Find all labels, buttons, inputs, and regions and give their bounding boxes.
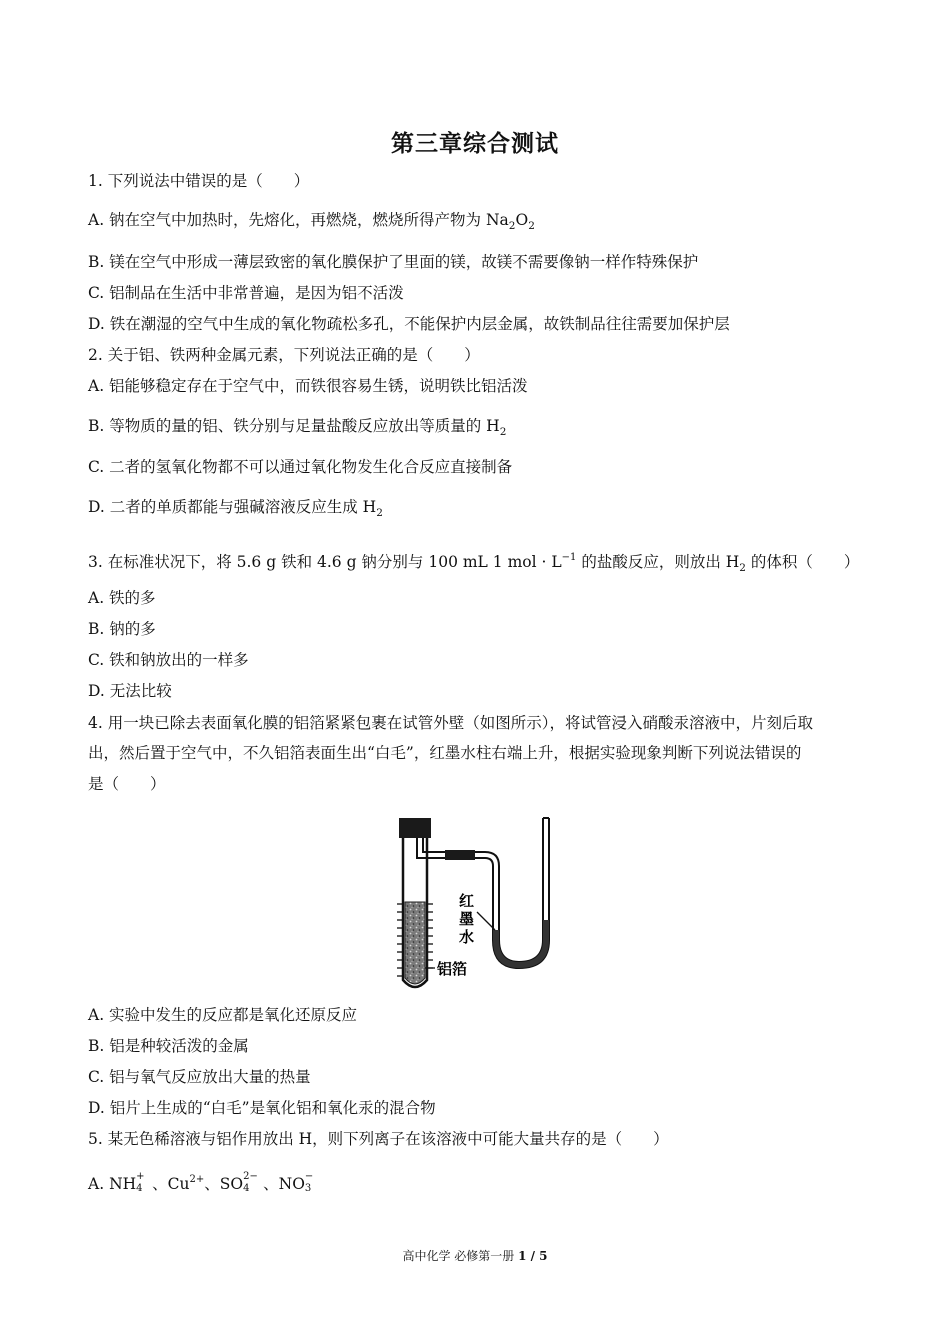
q4-option-c: C. 铝与氧气反应放出大量的热量 bbox=[88, 1068, 311, 1086]
q2-option-c: C. 二者的氢氧化物都不可以通过氧化物发生化合反应直接制备 bbox=[88, 458, 513, 476]
page-footer: 高中化学 必修第一册 1 / 5 bbox=[402, 1249, 548, 1263]
label-foil: 铝箔 bbox=[437, 960, 468, 978]
q5-option-a: A. NH + 4 、$Cu^{2+}$、SO 2− 4 、NO − 3 bbox=[88, 1171, 314, 1194]
stopper bbox=[399, 818, 431, 838]
q5-stem: 5. 某无色稀溶液与铝作用放出 H，则下列离子在该溶液中可能大量共存的是（ ） bbox=[88, 1130, 669, 1148]
label-red-ink-3: 水 bbox=[459, 928, 475, 946]
q2-option-b: B. 等物质的量的铝、铁分别与足量盐酸反应放出等质量的 $H_2$ bbox=[88, 417, 507, 438]
q3-option-c: C. 铁和钠放出的一样多 bbox=[88, 651, 249, 669]
test-tube-u-tube-diagram bbox=[385, 812, 565, 1002]
q4-option-d: D. 铝片上生成的“白毛”是氧化铝和氧化汞的混合物 bbox=[88, 1099, 436, 1117]
q2-option-d: D. 二者的单质都能与强碱溶液反应生成 $H_2$ bbox=[88, 498, 383, 519]
q1-option-a: A. 钠在空气中加热时，先熔化，再燃烧，燃烧所得产物为 $Na_2O_2$ bbox=[88, 211, 535, 232]
q3-stem: 3. 在标准状况下，将 5.6 g 铁和 4.6 g 钠分别与 100 mL 1 mol · $L^{-1}$ 的盐酸反应，则放出 $H_2$ 的体积（ ） bbox=[88, 552, 860, 574]
label-red-ink-1: 红 bbox=[459, 892, 475, 910]
q1-option-d: D. 铁在潮湿的空气中生成的氧化物疏松多孔，不能保护内层金属，故铁制品往往需要加保护层 bbox=[88, 315, 730, 333]
rubber-joint bbox=[445, 850, 475, 860]
q1-option-c: C. 铝制品在生活中非常普遍，是因为铝不活泼 bbox=[88, 284, 404, 302]
q4-stem-line-3: 是（ ） bbox=[88, 775, 166, 793]
q1-option-b: B. 镁在空气中形成一薄层致密的氧化膜保护了里面的镁，故镁不需要像钠一样作特殊保护 bbox=[88, 253, 699, 271]
q2-stem: 2. 关于铝、铁两种金属元素，下列说法正确的是（ ） bbox=[88, 346, 480, 364]
q4-option-b: B. 铝是种较活泼的金属 bbox=[88, 1037, 249, 1055]
q4-stem-line-1: 4. 用一块已除去表面氧化膜的铝箔紧紧包裹在试管外壁（如图所示），将试管浸入硝酸汞溶液中，片刻后取 bbox=[88, 714, 813, 732]
label-red-ink-2: 墨 bbox=[459, 910, 475, 928]
page-title: 第三章综合测试 bbox=[391, 130, 559, 157]
q3-option-a: A. 铁的多 bbox=[88, 589, 156, 607]
q4-option-a: A. 实验中发生的反应都是氧化还原反应 bbox=[88, 1006, 358, 1024]
q4-stem-line-2: 出，然后置于空气中，不久铝箔表面生出“白毛”，红墨水柱右端上升，根据实验现象判断下列说法错误的 bbox=[88, 744, 802, 762]
apparatus-figure bbox=[385, 812, 565, 1002]
q1-stem: 1. 下列说法中错误的是（ ） bbox=[88, 172, 310, 190]
q2-option-a: A. 铝能够稳定存在于空气中，而铁很容易生锈，说明铁比铝活泼 bbox=[88, 377, 528, 395]
q3-option-b: B. 钠的多 bbox=[88, 620, 156, 638]
q3-option-d: D. 无法比较 bbox=[88, 682, 172, 700]
page-number: 1 / 5 bbox=[518, 1249, 548, 1263]
aluminum-foil bbox=[405, 902, 425, 984]
